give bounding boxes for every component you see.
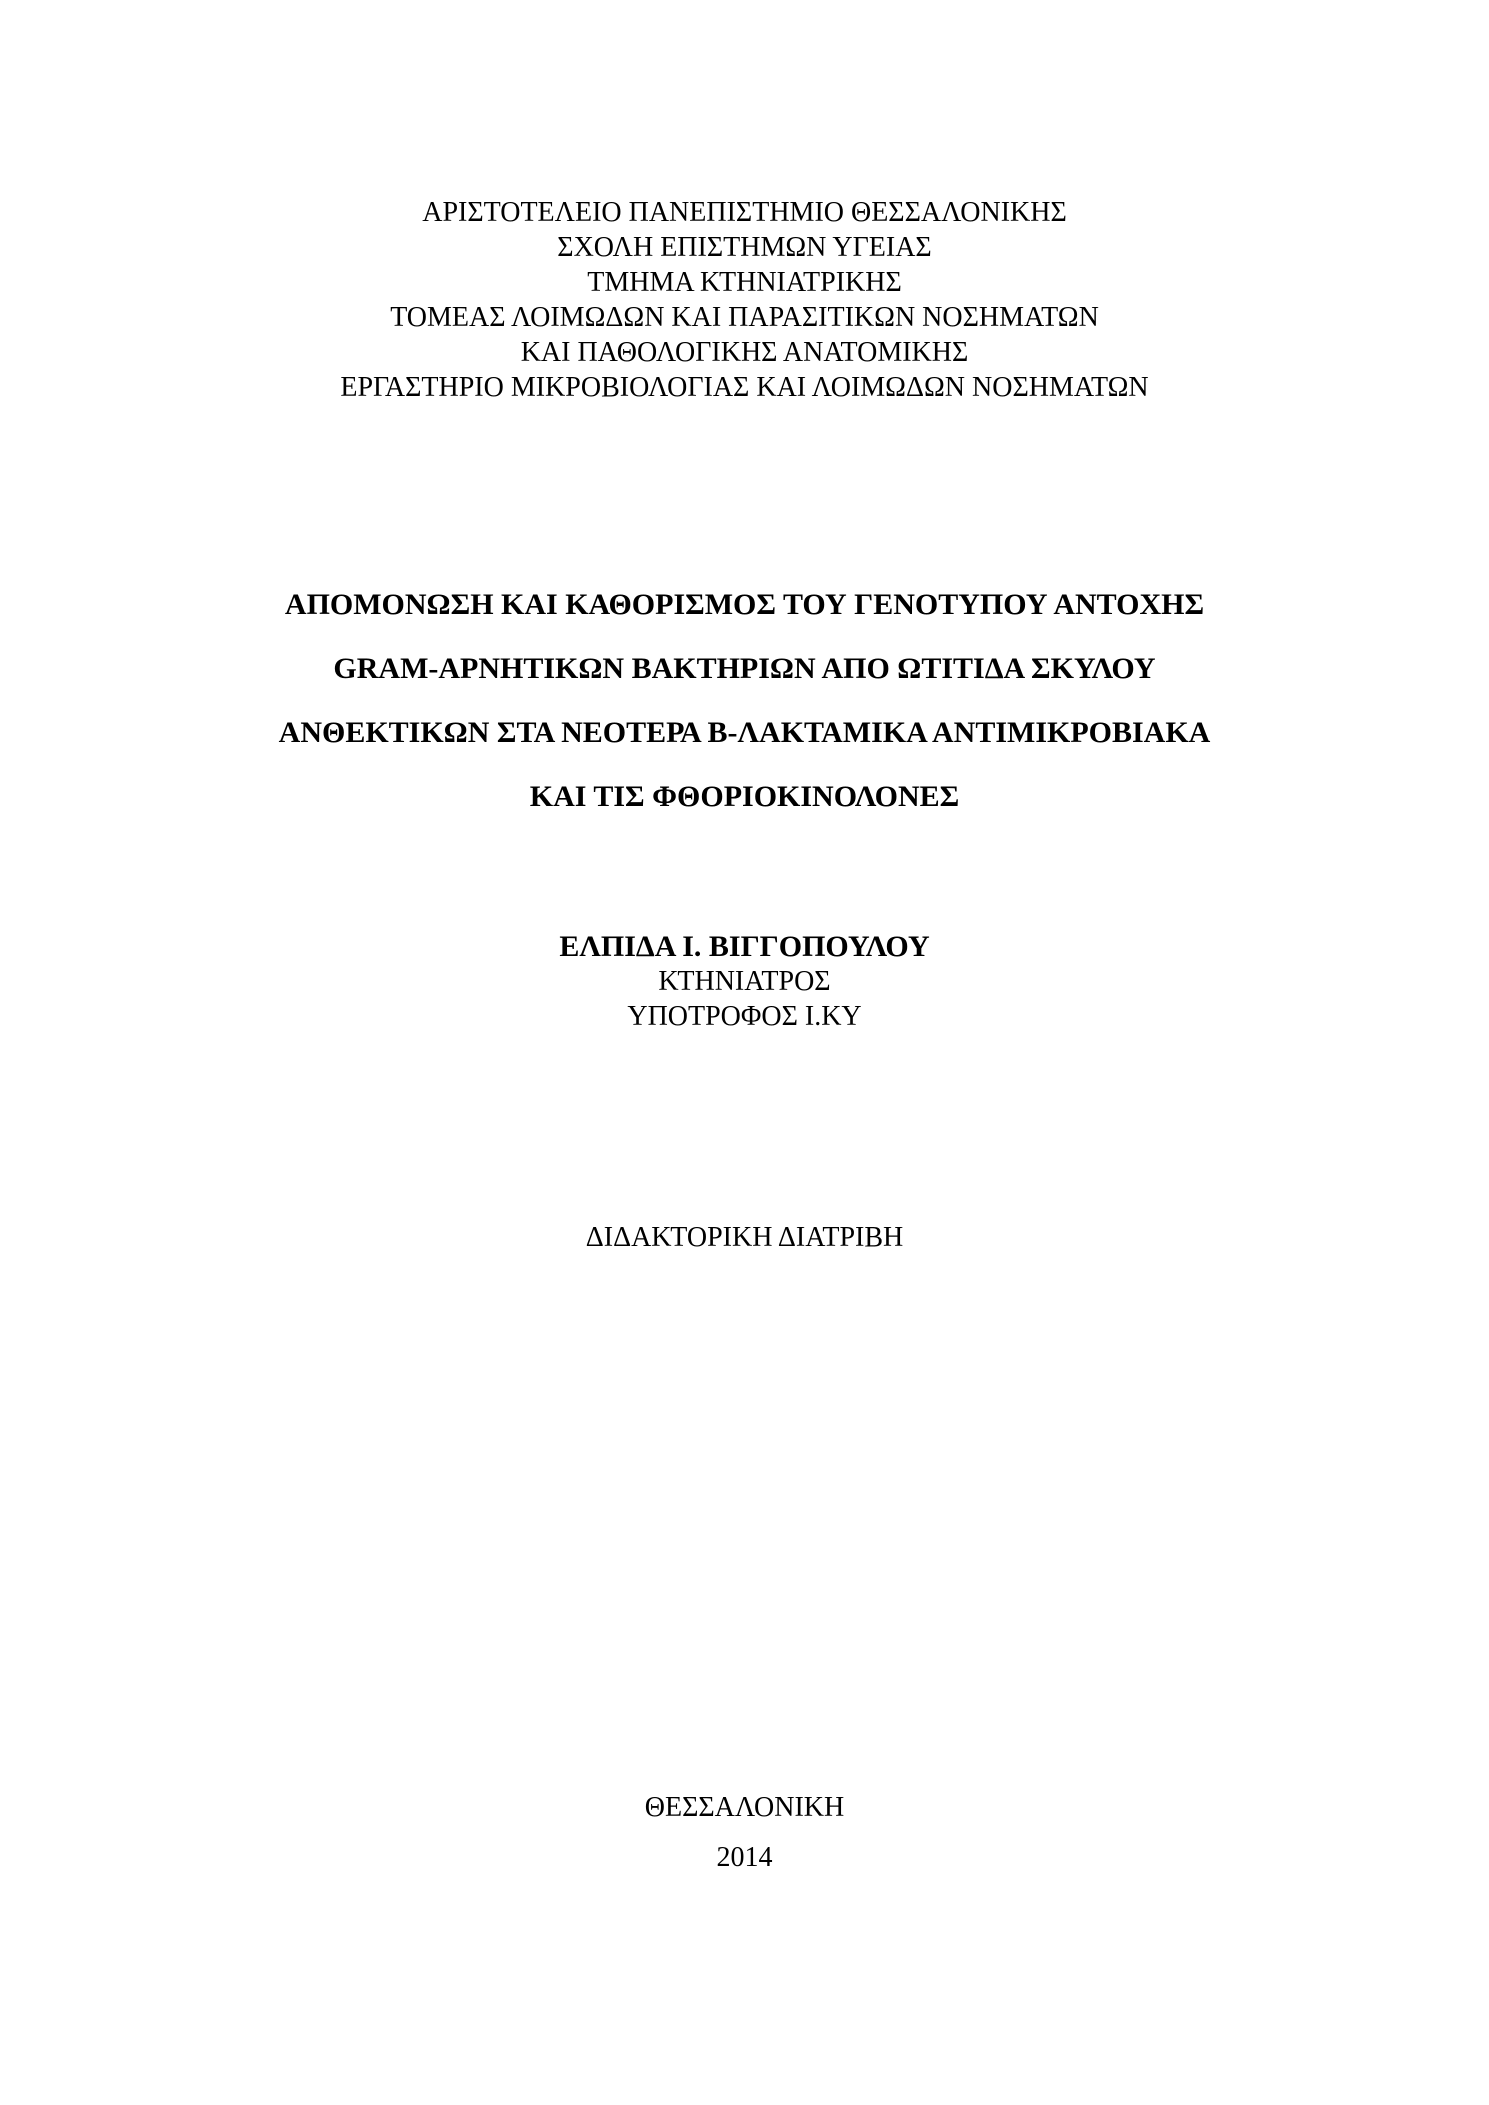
year: 2014 <box>716 1842 773 1873</box>
institution-header <box>0 195 1489 405</box>
author-profession: ΚΤΗΝΙΑΤΡΟΣ <box>658 966 831 997</box>
title-line: ΑΠΟΜΟΝΩΣΗ ΚΑΙ ΚΑΘΟΡΙΣΜΟΣ ΤΟΥ ΓΕΝΟΤΥΠΟΥ ΑΝΤΟΧΗΣ <box>284 588 1205 621</box>
document-type: ΔΙΔΑΚΤΟΡΙΚΗ ΔΙΑΤΡΙΒΗ <box>585 1222 904 1253</box>
title-line: ΚΑΙ ΤΙΣ ΦΘΟΡΙΟΚΙΝΟΛΟΝΕΣ <box>529 780 960 813</box>
school-name: ΣΧΟΛΗ ΕΠΙΣΤΗΜΩΝ ΥΓΕΙΑΣ <box>557 232 932 263</box>
department-name: ΤΜΗΜΑ ΚΤΗΝΙΑΤΡΙΚΗΣ <box>587 267 902 298</box>
university-name: ΑΡΙΣΤΟΤΕΛΕΙΟ ΠΑΝΕΠΙΣΤΗΜΙΟ ΘΕΣΣΑΛΟΝΙΚΗΣ <box>422 197 1067 228</box>
thesis-title <box>0 573 1489 829</box>
author-name: ΕΛΠΙΔΑ Ι. ΒΙΓΓΟΠΟΥΛΟΥ <box>559 930 930 963</box>
title-line: GRAM-ΑΡΝΗΤΙΚΩΝ ΒΑΚΤΗΡΙΩΝ ΑΠΟ ΩΤΙΤΙΔΑ ΣΚΥΛΟΥ <box>333 652 1156 685</box>
laboratory-name: ΕΡΓΑΣΤΗΡΙΟ ΜΙΚΡΟΒΙΟΛΟΓΙΑΣ ΚΑΙ ΛΟΙΜΩΔΩΝ ΝΟΣΗΜΑΤΩΝ <box>340 372 1149 403</box>
sector-name-continued: ΚΑΙ ΠΑΘΟΛΟΓΙΚΗΣ ΑΝΑΤΟΜΙΚΗΣ <box>520 337 969 368</box>
title-line: ΑΝΘΕΚΤΙΚΩΝ ΣΤΑ ΝΕΟΤΕΡΑ Β-ΛΑΚΤΑΜΙΚΑ ΑΝΤΙΜΙΚΡΟΒΙΑΚΑ <box>278 716 1211 749</box>
place: ΘΕΣΣΑΛΟΝΙΚΗ <box>644 1792 845 1823</box>
author-scholarship: ΥΠΟΤΡΟΦΟΣ Ι.ΚΥ <box>627 1001 862 1032</box>
sector-name: ΤΟΜΕΑΣ ΛΟΙΜΩΔΩΝ ΚΑΙ ΠΑΡΑΣΙΤΙΚΩΝ ΝΟΣΗΜΑΤΩΝ <box>390 302 1099 333</box>
author-info <box>0 929 1489 1034</box>
